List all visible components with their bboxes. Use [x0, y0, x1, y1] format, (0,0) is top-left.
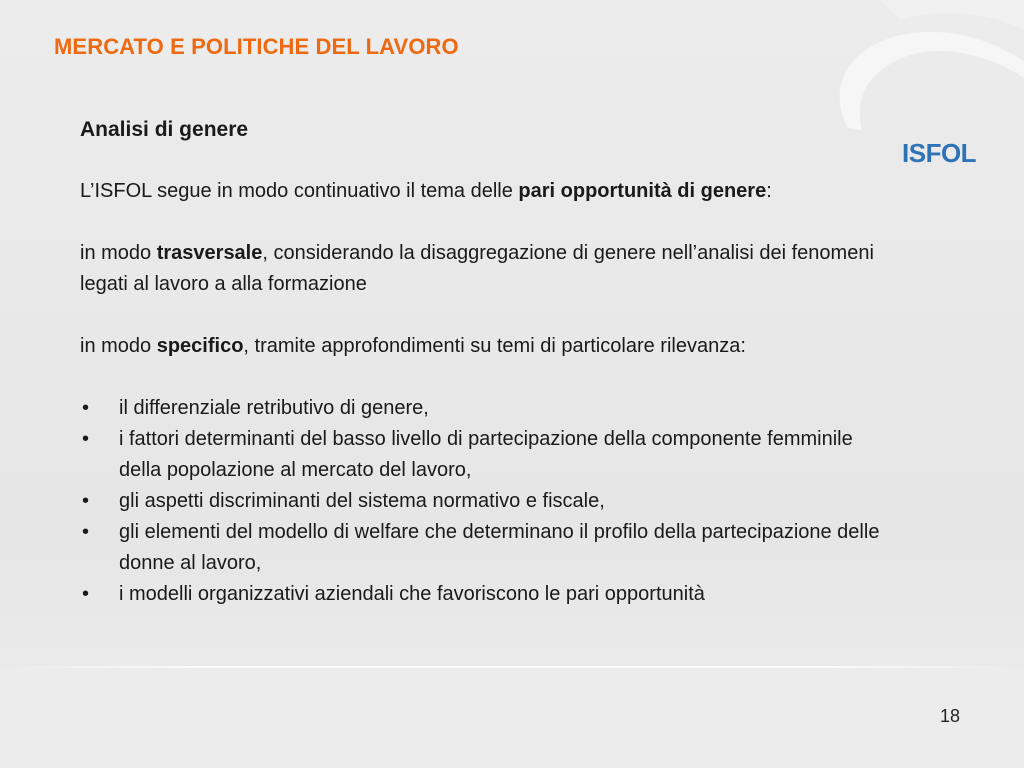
list-item-text: gli elementi del modello di welfare che determinano il profilo della partecipazione delle donne al lavoro, — [119, 521, 880, 574]
slide-content — [80, 114, 880, 610]
bullet-icon: • — [82, 428, 90, 450]
specific-text: , tramite approfondimenti su temi di particolare rilevanza: — [243, 335, 746, 357]
specific-bold: specifico — [156, 335, 244, 357]
intro-paragraph — [80, 176, 880, 207]
section-heading: Analisi di genere — [80, 118, 249, 141]
bullet-icon: • — [82, 397, 90, 419]
intro-bold: pari opportunità di genere — [518, 180, 767, 202]
bullet-icon: • — [82, 583, 90, 605]
isfol-logo — [902, 140, 976, 166]
list-item — [80, 486, 880, 517]
bullet-icon: • — [82, 521, 90, 543]
logo-text: ISFOL — [902, 138, 977, 168]
specific-paragraph — [80, 331, 880, 362]
transversal-paragraph — [80, 238, 880, 300]
list-item-text: gli aspetti discriminanti del sistema normativo e fiscale, — [119, 490, 605, 512]
list-item-text: i modelli organizzativi aziendali che favoriscono le pari opportunità — [119, 583, 705, 605]
list-item — [80, 393, 880, 424]
list-item — [80, 579, 880, 610]
bullet-icon: • — [82, 490, 90, 512]
slide-title: MERCATO E POLITICHE DEL LAVORO — [54, 34, 459, 59]
page-number: 18 — [940, 706, 961, 726]
specific-prefix: in modo — [80, 335, 157, 357]
transversal-text: , considerando la disaggregazione di genere nell’analisi dei fenomeni legati al lavoro a alla formazione — [80, 242, 874, 295]
list-item-text: i fattori determinanti del basso livello di partecipazione della componente femminile della popolazione al mercato del lavoro, — [119, 428, 853, 481]
list-item-text: il differenziale retributivo di genere, — [119, 397, 429, 419]
list-item — [80, 517, 880, 579]
intro-end: : — [766, 180, 772, 202]
transversal-prefix: in modo — [80, 242, 157, 264]
footer-band — [0, 668, 1024, 768]
transversal-bold: trasversale — [156, 242, 263, 264]
list-item — [80, 424, 880, 486]
intro-text: L’ISFOL segue in modo continuativo il tema delle — [80, 180, 519, 202]
topics-list — [80, 393, 880, 610]
